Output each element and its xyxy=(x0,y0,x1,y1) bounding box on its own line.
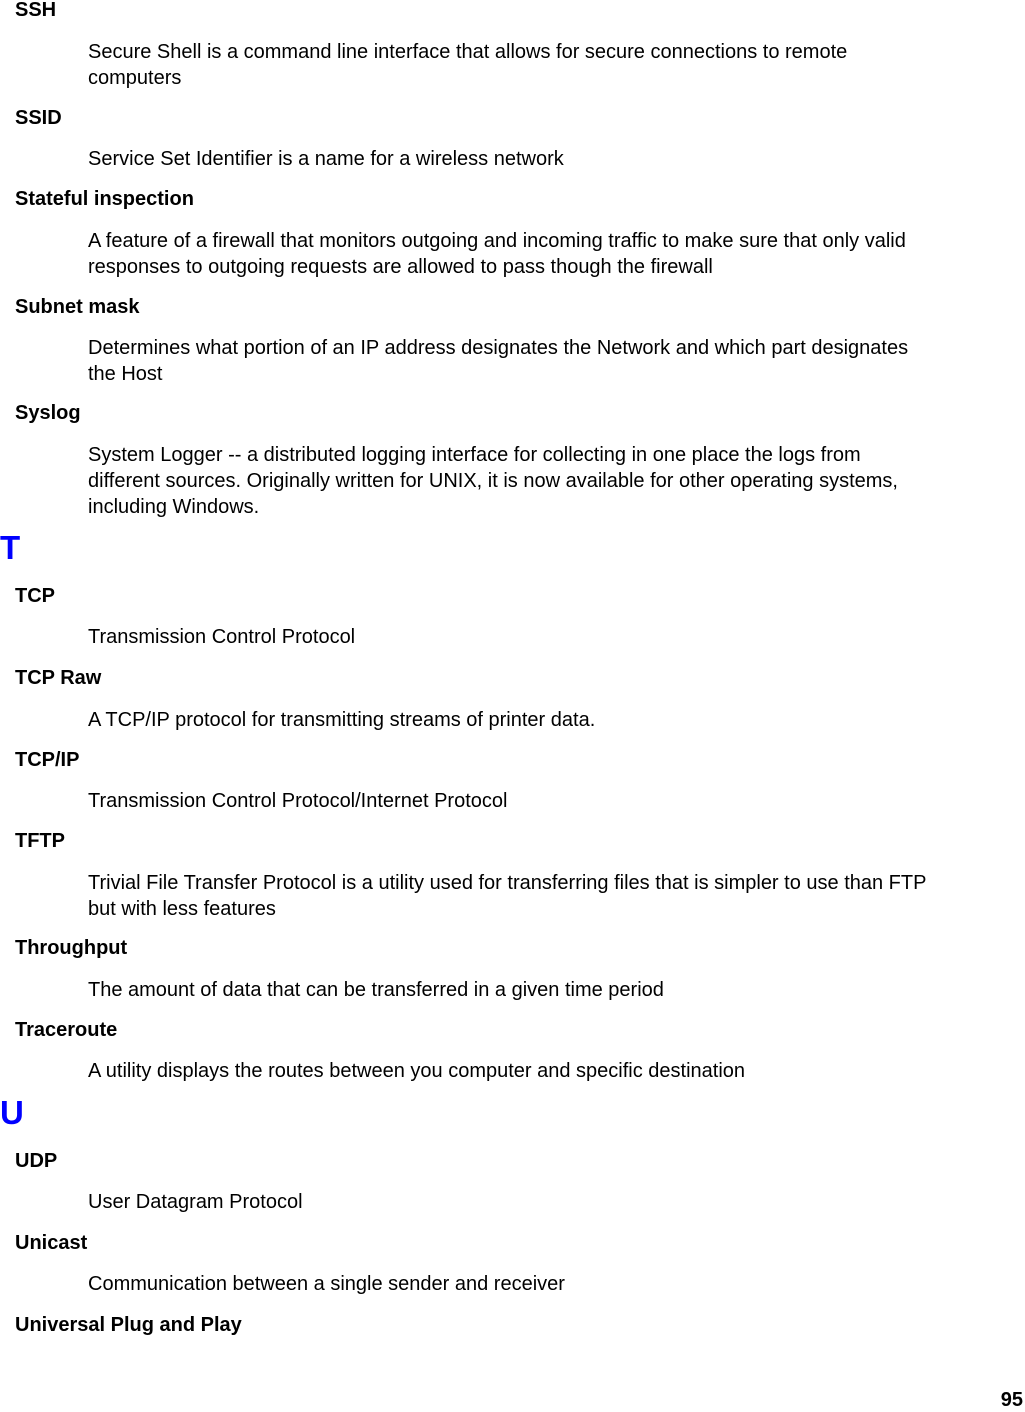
section-letter: U xyxy=(0,1094,24,1131)
definition-line: Transmission Control Protocol/Internet Protocol xyxy=(88,790,508,812)
definition-line: Service Set Identifier is a name for a wireless network xyxy=(88,148,564,170)
definition-line: Secure Shell is a command line interface that allows for secure connections to remote xyxy=(88,41,848,63)
glossary-definition xyxy=(88,1189,1025,1215)
definition-line: A TCP/IP protocol for transmitting streams of printer data. xyxy=(88,709,596,731)
glossary-term: SSH xyxy=(15,0,57,21)
glossary-definition xyxy=(88,146,1025,172)
definition-line: Transmission Control Protocol xyxy=(88,626,356,648)
glossary-definition xyxy=(88,228,1025,280)
definition-line: Communication between a single sender and receiver xyxy=(88,1273,565,1295)
glossary-definition xyxy=(88,977,1025,1003)
glossary-definition xyxy=(88,1271,1025,1297)
glossary-definition xyxy=(88,39,1025,91)
glossary-term: Universal Plug and Play xyxy=(15,1314,242,1336)
glossary-term: TFTP xyxy=(15,830,65,852)
glossary-term: SSID xyxy=(15,107,62,129)
glossary-term: TCP/IP xyxy=(15,749,80,771)
glossary-term: Traceroute xyxy=(15,1019,118,1041)
glossary-term: TCP xyxy=(15,585,55,607)
glossary-term: Throughput xyxy=(15,937,128,959)
definition-line: different sources. Originally written for UNIX, it is now available for other operating systems, xyxy=(88,470,898,492)
page-number: 95 xyxy=(1000,1389,1023,1411)
section-letter: T xyxy=(0,529,21,566)
definition-line: Determines what portion of an IP address designates the Network and which part designates xyxy=(88,337,909,359)
definition-line: A feature of a firewall that monitors outgoing and incoming traffic to make sure that only valid xyxy=(88,230,906,252)
definition-line: responses to outgoing requests are allowed to pass though the firewall xyxy=(88,256,713,278)
glossary-term: Unicast xyxy=(15,1232,88,1254)
glossary-definition xyxy=(88,335,1025,387)
definition-line: The amount of data that can be transferred in a given time period xyxy=(88,979,664,1001)
definition-line: but with less features xyxy=(88,898,276,920)
glossary-term: UDP xyxy=(15,1150,58,1172)
glossary-term: Stateful inspection xyxy=(15,188,194,210)
definition-line: User Datagram Protocol xyxy=(88,1191,303,1213)
glossary-term: TCP Raw xyxy=(15,667,102,689)
glossary-definition xyxy=(88,870,1025,922)
glossary-definition xyxy=(88,442,1025,520)
glossary-definition xyxy=(88,624,1025,650)
definition-line: A utility displays the routes between you computer and specific destination xyxy=(88,1060,746,1082)
glossary-definition xyxy=(88,1058,1025,1084)
definition-line: System Logger -- a distributed logging interface for collecting in one place the logs from xyxy=(88,444,861,466)
glossary-term: Syslog xyxy=(15,402,81,424)
definition-line: including Windows. xyxy=(88,496,260,518)
definition-line: Trivial File Transfer Protocol is a utility used for transferring files that is simpler to use than FTP xyxy=(88,872,927,894)
definition-line: the Host xyxy=(88,363,163,385)
glossary-definition xyxy=(88,788,1025,814)
definition-line: computers xyxy=(88,67,182,89)
glossary-definition xyxy=(88,707,1025,733)
glossary-term: Subnet mask xyxy=(15,296,140,318)
